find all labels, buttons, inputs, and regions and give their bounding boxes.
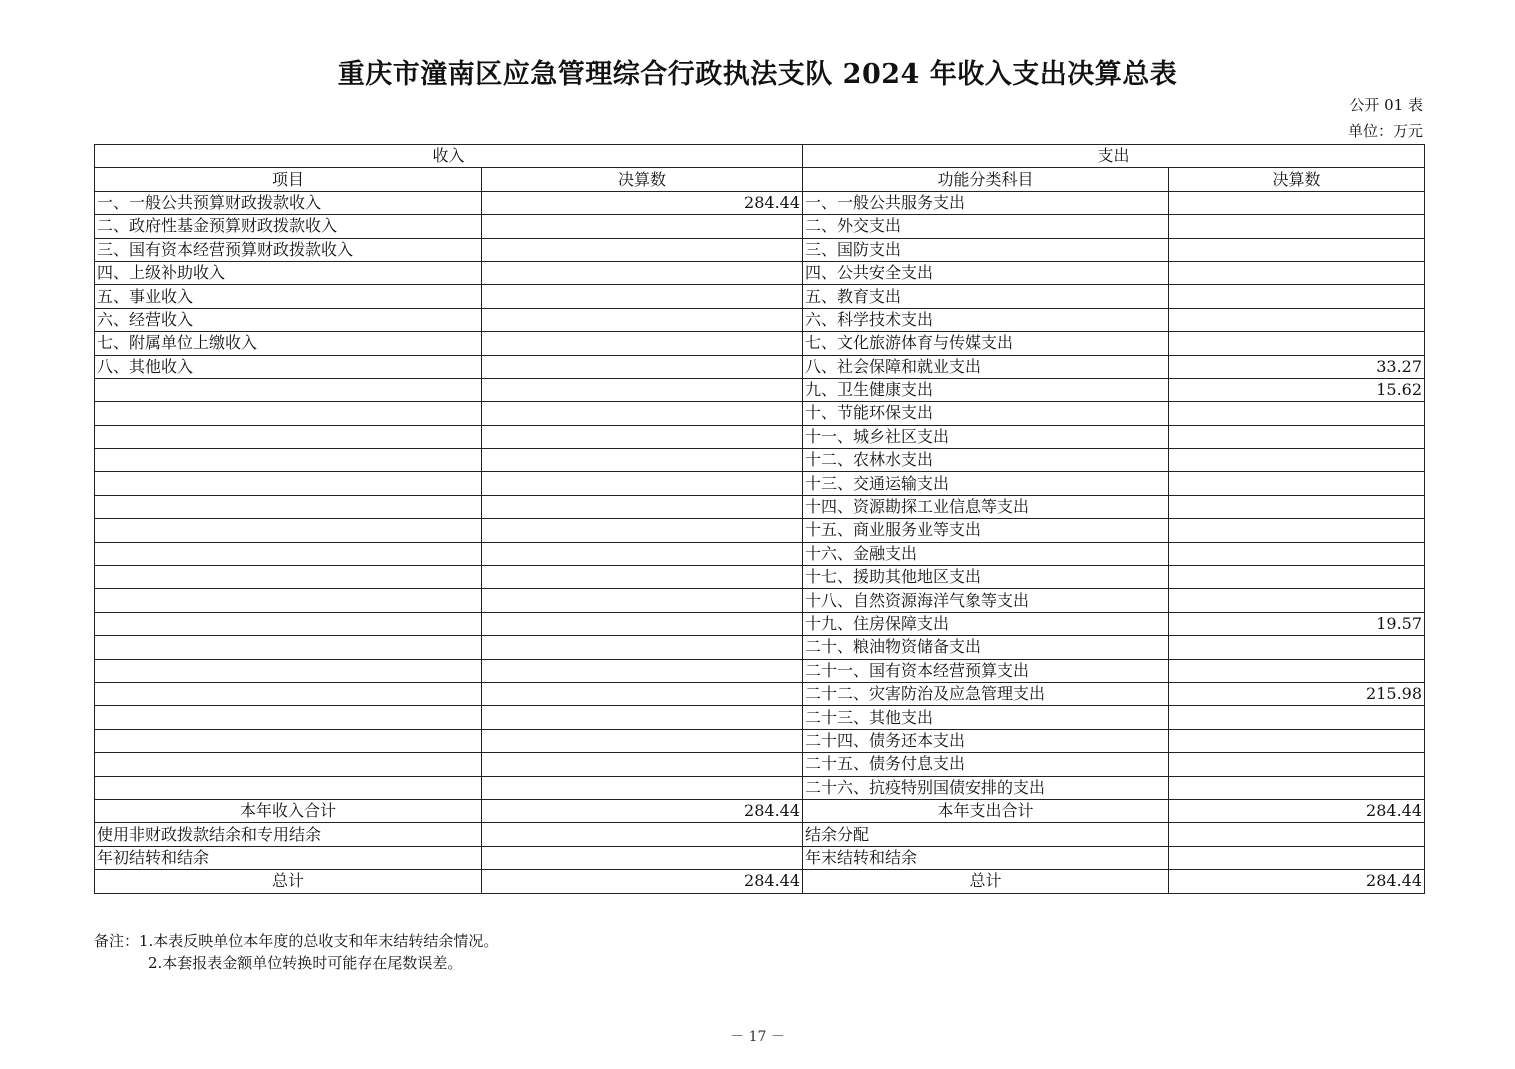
expense-value-cell [1169,402,1425,425]
income-label-cell: 七、附属单位上缴收入 [95,332,482,355]
expense-label-cell: 六、科学技术支出 [803,308,1169,331]
table-row [95,449,1425,472]
income-label-cell [95,706,482,729]
table-row [95,308,1425,331]
income-value-cell [482,636,803,659]
income-label-cell [95,753,482,776]
expense-label-cell: 二十五、债务付息支出 [803,753,1169,776]
table-row [95,612,1425,635]
income-value-cell [482,682,803,705]
income-label-cell [95,495,482,518]
income-label-cell [95,566,482,589]
income-value-cell [482,308,803,331]
income-label-cell: 五、事业收入 [95,285,482,308]
expense-label-cell: 二十、粮油物资储备支出 [803,636,1169,659]
expense-label-cell: 八、社会保障和就业支出 [803,355,1169,378]
table-row [95,729,1425,752]
function-column-header: 功能分类科目 [803,168,1169,191]
table-row [95,285,1425,308]
table-row [95,378,1425,401]
expense-label-cell: 本年支出合计 [803,799,1169,822]
income-value-cell [482,519,803,542]
note-2: 2.本套报表金额单位转换时可能存在尾数误差。 [148,954,463,972]
expense-header: 支出 [803,145,1425,168]
income-value-cell [482,823,803,846]
income-header: 收入 [95,145,803,168]
expense-label-cell: 二十六、抗疫特别国债安排的支出 [803,776,1169,799]
item-column-header: 项目 [95,168,482,191]
table-row [95,355,1425,378]
income-label-cell: 四、上级补助收入 [95,261,482,284]
page-title: 重庆市潼南区应急管理综合行政执法支队 2024 年收入支出决算总表 [337,59,1178,90]
expense-value-cell [1169,589,1425,612]
expense-label-cell: 一、一般公共服务支出 [803,191,1169,214]
income-label-cell: 三、国有资本经营预算财政拨款收入 [95,238,482,261]
expense-value-cell [1169,495,1425,518]
expense-value-cell: 19.57 [1169,612,1425,635]
income-value-cell [482,495,803,518]
income-label-cell [95,519,482,542]
income-value-cell [482,472,803,495]
income-label-cell: 一、一般公共预算财政拨款收入 [95,191,482,214]
expense-label-cell: 十、节能环保支出 [803,402,1169,425]
expense-value-cell [1169,332,1425,355]
income-value-cell [482,566,803,589]
expense-label-cell: 二、外交支出 [803,215,1169,238]
table-code: 公开 01 表 [1349,96,1423,114]
income-label-cell [95,682,482,705]
expense-label-cell: 十四、资源勘探工业信息等支出 [803,495,1169,518]
table-row [95,215,1425,238]
summary-row [95,870,1425,893]
table-row [95,682,1425,705]
expense-label-cell: 二十二、灾害防治及应急管理支出 [803,682,1169,705]
summary-row [95,799,1425,822]
expense-label-cell: 四、公共安全支出 [803,261,1169,284]
expense-value-cell [1169,729,1425,752]
income-value-cell [482,238,803,261]
expense-value-cell [1169,285,1425,308]
header-row-columns [95,168,1425,191]
notes [94,930,498,974]
income-value-cell [482,285,803,308]
expense-label-cell: 总计 [803,870,1169,893]
income-value-cell [482,659,803,682]
table-row [95,191,1425,214]
income-label-cell: 本年收入合计 [95,799,482,822]
income-label-cell [95,378,482,401]
table-row [95,542,1425,565]
expense-value-cell [1169,519,1425,542]
expense-label-cell: 十八、自然资源海洋气象等支出 [803,589,1169,612]
expense-value-cell [1169,846,1425,869]
expense-label-cell: 十二、农林水支出 [803,449,1169,472]
table-row [95,495,1425,518]
expense-value-cell: 284.44 [1169,799,1425,822]
income-value-cell [482,261,803,284]
expense-label-cell: 十七、援助其他地区支出 [803,566,1169,589]
expense-value-cell [1169,706,1425,729]
table-row [95,425,1425,448]
expense-value-cell [1169,753,1425,776]
expense-value-cell [1169,215,1425,238]
income-label-cell [95,636,482,659]
table-row [95,636,1425,659]
income-value-cell [482,706,803,729]
table-row [95,706,1425,729]
income-label-cell [95,589,482,612]
expense-value-cell [1169,776,1425,799]
income-value-cell [482,215,803,238]
table-row [95,659,1425,682]
table-row [95,261,1425,284]
income-label-cell [95,449,482,472]
table-row [95,519,1425,542]
income-value-cell [482,612,803,635]
income-value-cell [482,378,803,401]
expense-value-cell [1169,425,1425,448]
income-label-cell [95,402,482,425]
income-value-cell [482,449,803,472]
expense-value-cell [1169,823,1425,846]
summary-row [95,846,1425,869]
table-row [95,238,1425,261]
expense-label-cell: 十六、金融支出 [803,542,1169,565]
expense-label-cell: 十一、城乡社区支出 [803,425,1169,448]
expense-value-cell [1169,636,1425,659]
expense-label-cell: 十九、住房保障支出 [803,612,1169,635]
expense-value-cell [1169,659,1425,682]
expense-value-cell: 15.62 [1169,378,1425,401]
expense-value-cell [1169,449,1425,472]
income-label-cell [95,729,482,752]
budget-table-body [95,145,1425,894]
income-label-cell: 总计 [95,870,482,893]
income-value-cell [482,589,803,612]
income-label-cell [95,659,482,682]
income-value-cell [482,425,803,448]
income-label-cell: 八、其他收入 [95,355,482,378]
expense-value-cell: 284.44 [1169,870,1425,893]
income-label-cell [95,612,482,635]
table-row [95,332,1425,355]
income-value-cell [482,332,803,355]
expense-value-cell [1169,542,1425,565]
income-value-cell: 284.44 [482,191,803,214]
income-label-cell: 二、政府性基金预算财政拨款收入 [95,215,482,238]
expense-label-cell: 十五、商业服务业等支出 [803,519,1169,542]
income-label-cell [95,776,482,799]
expense-value-cell [1169,191,1425,214]
income-label-cell [95,425,482,448]
income-value-cell [482,753,803,776]
expense-label-cell: 三、国防支出 [803,238,1169,261]
table-row [95,753,1425,776]
table-row [95,472,1425,495]
income-label-cell: 使用非财政拨款结余和专用结余 [95,823,482,846]
expense-value-cell [1169,472,1425,495]
income-value-cell [482,846,803,869]
unit-label: 单位：万元 [1347,122,1423,140]
income-label-cell [95,542,482,565]
income-value-cell [482,402,803,425]
expense-label-cell: 二十一、国有资本经营预算支出 [803,659,1169,682]
expense-label-cell: 二十四、债务还本支出 [803,729,1169,752]
expense-label-cell: 年末结转和结余 [803,846,1169,869]
expense-label-cell: 结余分配 [803,823,1169,846]
expense-label-cell: 二十三、其他支出 [803,706,1169,729]
income-label-cell: 年初结转和结余 [95,846,482,869]
expense-label-cell: 五、教育支出 [803,285,1169,308]
expense-value-cell: 215.98 [1169,682,1425,705]
income-label-cell: 六、经营收入 [95,308,482,331]
expense-value-cell [1169,261,1425,284]
income-value-cell: 284.44 [482,870,803,893]
expense-value-cell [1169,238,1425,261]
page-number: － 17 － [730,1029,785,1045]
summary-row [95,823,1425,846]
expense-label-cell: 十三、交通运输支出 [803,472,1169,495]
expense-value-cell [1169,566,1425,589]
income-value-cell [482,542,803,565]
income-amount-column-header: 决算数 [482,168,803,191]
expense-amount-column-header: 决算数 [1169,168,1425,191]
expense-label-cell: 七、文化旅游体育与传媒支出 [803,332,1169,355]
table-row [95,589,1425,612]
budget-table [94,144,1425,894]
income-value-cell [482,355,803,378]
income-value-cell [482,776,803,799]
expense-value-cell [1169,308,1425,331]
note-1: 备注：1.本表反映单位本年度的总收支和年末结转结余情况。 [94,932,499,950]
expense-value-cell: 33.27 [1169,355,1425,378]
income-label-cell [95,472,482,495]
income-value-cell [482,729,803,752]
expense-label-cell: 九、卫生健康支出 [803,378,1169,401]
income-value-cell: 284.44 [482,799,803,822]
table-row [95,776,1425,799]
table-row [95,566,1425,589]
table-row [95,402,1425,425]
header-row-top [95,145,1425,168]
